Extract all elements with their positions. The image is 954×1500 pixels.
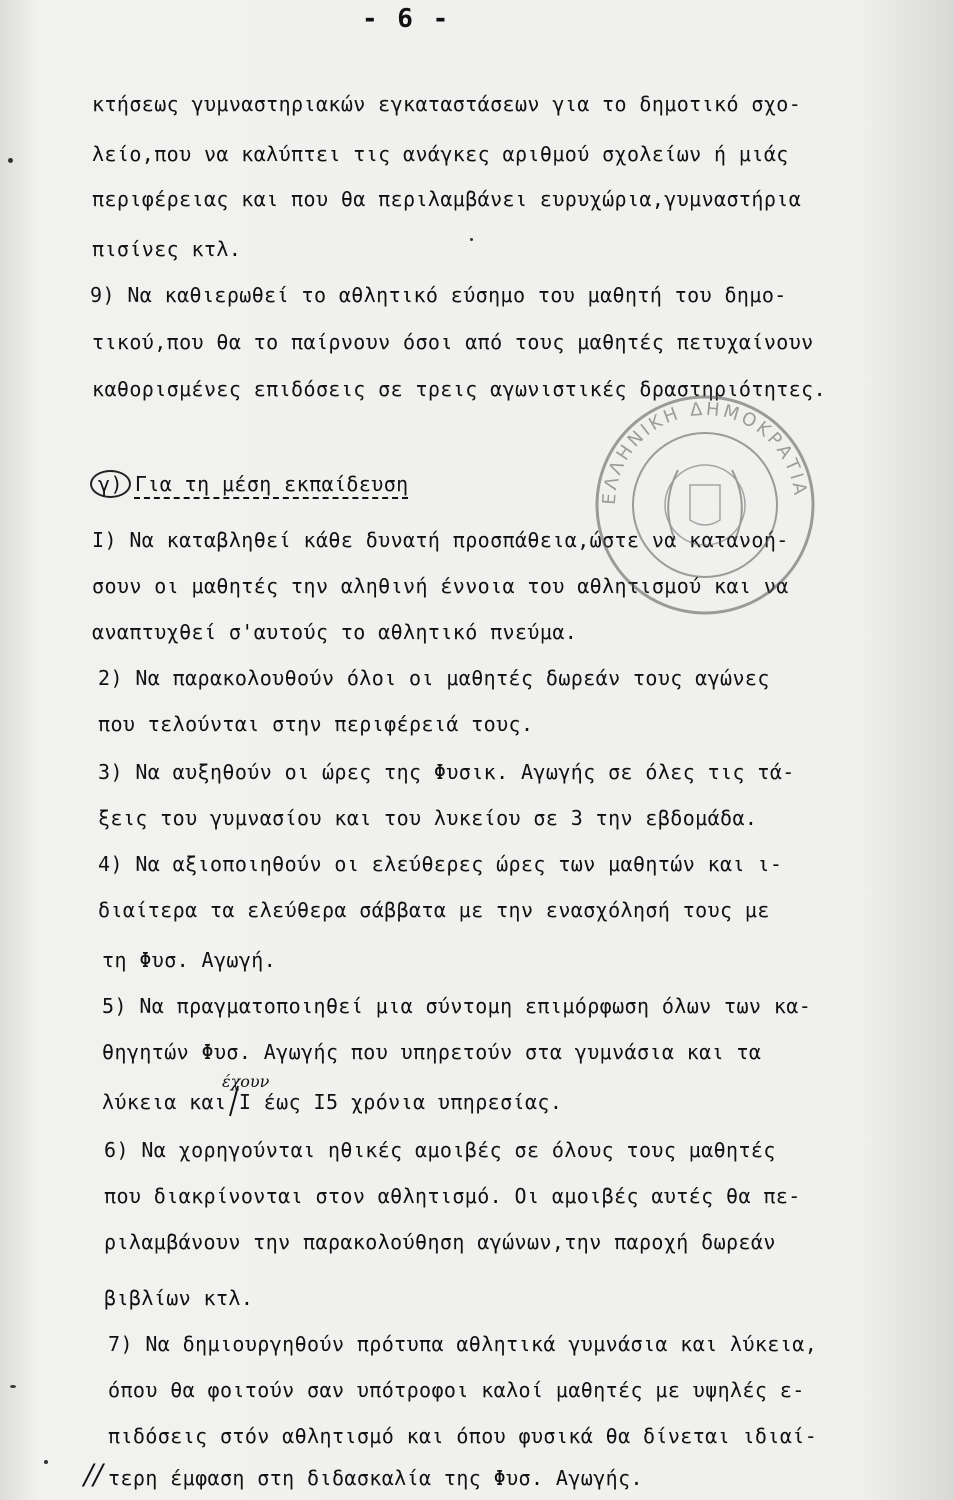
page-number: - 6 - — [362, 4, 451, 34]
body-line: όπου θα φοιτούν σαν υπότροφοι καλοί μαθητές με υψηλές ε- — [108, 1378, 805, 1402]
body-line: 5) Να πραγματοποιηθεί μια σύντομη επιμόρφωση όλων των κα- — [102, 994, 812, 1018]
body-line: περιφέρειας και που θα περιλαμβάνει ευρυχώρια,γυμναστήρια — [92, 187, 802, 211]
body-line: I) Να καταβληθεί κάθε δυνατή προσπάθεια,ώστε να κατανοή- — [92, 528, 789, 552]
paper-speck — [470, 238, 473, 241]
paper-speck — [8, 158, 13, 163]
body-line: 2) Να παρακολουθούν όλοι οι μαθητές δωρεάν τους αγώνες — [98, 666, 770, 690]
body-line: λύκεια και I έως I5 χρόνια υπηρεσίας. — [102, 1090, 563, 1114]
insertion-caret — [228, 1084, 240, 1118]
body-line: καθορισμένες επιδόσεις σε τρεις αγωνιστικές δραστηριότητες. — [92, 377, 827, 401]
body-line: 4) Να αξιοποιηθούν οι ελεύθερες ώρες των μαθητών και ι- — [98, 852, 783, 876]
body-line: θηγητών Φυσ. Αγωγής που υπηρετούν στα γυμνάσια και τα — [102, 1040, 762, 1064]
body-line: ριλαμβάνουν την παρακολούθηση αγώνων,την παροχή δωρεάν — [104, 1230, 776, 1254]
paper-speck — [10, 1385, 16, 1388]
section-heading-text: Για τη μέση εκπαίδευση — [134, 472, 409, 496]
section-heading-letter: γ) — [90, 470, 131, 498]
body-line: τικού,που θα το παίρνουν όσοι από τους μαθητές πετυχαίνουν — [92, 330, 814, 354]
body-line: 6) Να χορηγούνται ηθικές αμοιβές σε όλους τους μαθητές — [104, 1138, 776, 1162]
body-line: τη Φυσ. Αγωγή. — [102, 948, 277, 972]
body-line: διαίτερα τα ελεύθερα σάββατα με την ενασχόλησή τους με — [98, 898, 770, 922]
body-line: αναπτυχθεί σ'αυτούς το αθλητικό πνεύμα. — [92, 620, 578, 644]
body-line: σουν οι μαθητές την αληθινή έννοια του αθλητισμού και να — [92, 574, 789, 598]
official-stamp — [590, 390, 820, 620]
body-line: τερη έμφαση στη διδασκαλία της Φυσ. Αγωγής. — [108, 1466, 643, 1490]
body-line: πισίνες κτλ. — [92, 237, 242, 261]
body-line: που διακρίνονται στον αθλητισμό. Οι αμοιβές αυτές θα πε- — [104, 1184, 801, 1208]
body-line: 9) Να καθιερωθεί το αθλητικό εύσημο του μαθητή του δημο- — [90, 283, 787, 307]
body-line: ξεις του γυμνασίου και του λυκείου σε 3 την εβδομάδα. — [98, 806, 758, 830]
body-line: κτήσεως γυμναστηριακών εγκαταστάσεων για το δημοτικό σχο- — [92, 92, 802, 116]
stamp-text: ΕΛΛΗΝΙΚΗ ΔΗΜΟΚΡΑΤΙΑ — [598, 398, 811, 506]
body-line: βιβλίων κτλ. — [104, 1286, 254, 1310]
body-line: πιδόσεις στόν αθλητισμό και όπου φυσικά θα δίνεται ιδιαί- — [108, 1424, 818, 1448]
svg-text:ΕΛΛΗΝΙΚΗ ΔΗΜΟΚΡΑΤΙΑ — [599, 399, 811, 506]
margin-mark: // — [84, 1458, 103, 1491]
body-line: που τελούνται στην περιφέρειά τους. — [98, 712, 534, 736]
handwritten-insertion: έχουν — [222, 1072, 270, 1091]
section-heading — [90, 470, 409, 498]
body-line: 3) Να αυξηθούν οι ώρες της Φυσικ. Αγωγής σε όλες τις τά- — [98, 760, 795, 784]
paper-speck — [44, 1460, 48, 1464]
body-line: λείο,που να καλύπτει τις ανάγκες αριθμού σχολείων ή μιάς — [92, 142, 789, 166]
body-line: 7) Να δημιουργηθούν πρότυπα αθλητικά γυμνάσια και λύκεια, — [108, 1332, 818, 1356]
